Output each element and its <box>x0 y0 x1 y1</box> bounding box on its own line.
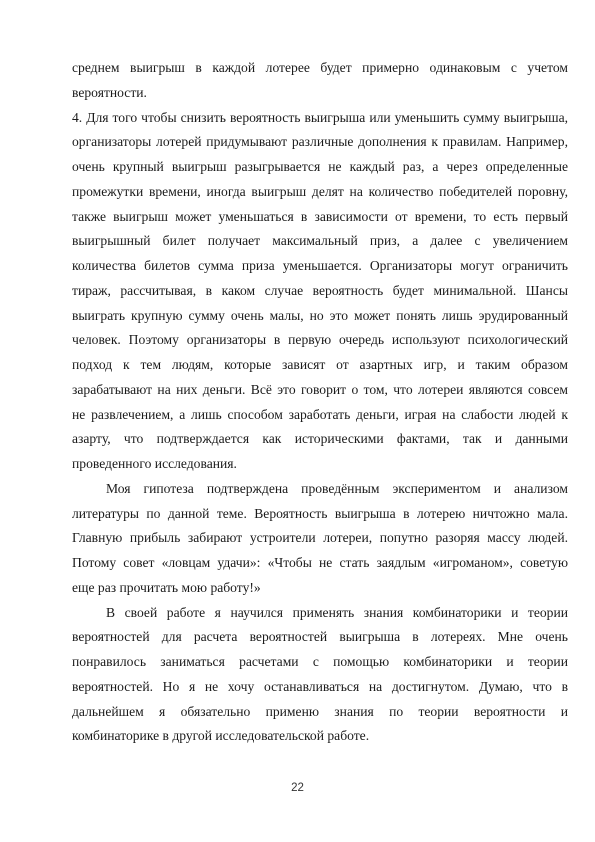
text-line: понравилось заниматься расчетами с помощью комбинаторики и теории <box>72 654 568 669</box>
text-line: человек. Поэтому организаторы в первую очередь используют психологический <box>72 332 568 348</box>
text-line: азарту, что подтверждается как историческими фактами, так и данными <box>72 431 568 447</box>
text-line: Потому совет «ловцам удачи»: «Чтобы не стать заядлым «игроманом», советую <box>72 555 568 570</box>
text-line: В своей работе я научился применять знания комбинаторики и теории <box>106 604 568 620</box>
text-line: литературы по данной теме. Вероятность выигрыша в лотерею ничтожно мала. <box>72 505 568 521</box>
text-line: вероятностей для расчета вероятностей выигрыша в лотереях. Мне очень <box>72 629 568 645</box>
text-line: подход к тем людям, которые зависят от азартных игр, и таким образом <box>72 357 568 372</box>
text-line: вероятности. <box>72 84 147 100</box>
text-line: Главную прибыль забирают устроители лотереи, попутно разоряя массу людей. <box>72 530 568 546</box>
text-line: комбинаторике в другой исследовательской работе. <box>72 728 370 744</box>
text-line: Моя гипотеза подтверждена проведённым экспериментом и анализом <box>106 480 568 496</box>
text-line: промежутки времени, иногда выигрыш делят на количество победителей поровну, <box>72 183 568 199</box>
text-line: дальнейшем я обязательно применю знания по теории вероятности и <box>72 703 568 719</box>
text-line: среднем выигрыш в каждой лотерее будет примерно одинаковым с учетом <box>72 60 568 75</box>
text-line: тираж, рассчитывая, в каком случае вероятность будет минимальной. Шансы <box>72 282 568 298</box>
text-line: проведенного исследования. <box>72 456 237 471</box>
document-body <box>72 56 568 749</box>
text-line: зарабатывают на них деньги. Всё это говорит о том, что лотереи являются совсем <box>72 381 568 397</box>
text-line: организаторы лотерей придумывают различные дополнения к правилам. Например, <box>72 134 568 150</box>
text-line: очень крупный выигрыш разыгрывается не каждый раз, а через определенные <box>72 159 568 174</box>
text-line: количества билетов сумма приза уменьшается. Организаторы могут ограничить <box>72 258 568 273</box>
page-number: 22 <box>291 782 304 794</box>
text-line: выигрышный билет получает максимальный приз, а далее с увеличением <box>72 233 568 249</box>
text-line: еще раз прочитать мою работу!» <box>72 579 261 595</box>
text-line: вероятностей. Но я не хочу останавливаться на достигнутом. Думаю, что в <box>72 678 568 694</box>
text-line: не развлечением, а лишь способом заработать деньги, играя на слабости людей к <box>72 406 568 422</box>
text-line: также выигрыш может уменьшаться в зависимости от времени, то есть первый <box>72 208 568 224</box>
text-line: 4. Для того чтобы снизить вероятность выигрыша или уменьшить сумму выигрыша, <box>72 109 568 125</box>
text-line: выиграть крупную сумму очень малы, но это может понять лишь эрудированный <box>72 307 568 323</box>
